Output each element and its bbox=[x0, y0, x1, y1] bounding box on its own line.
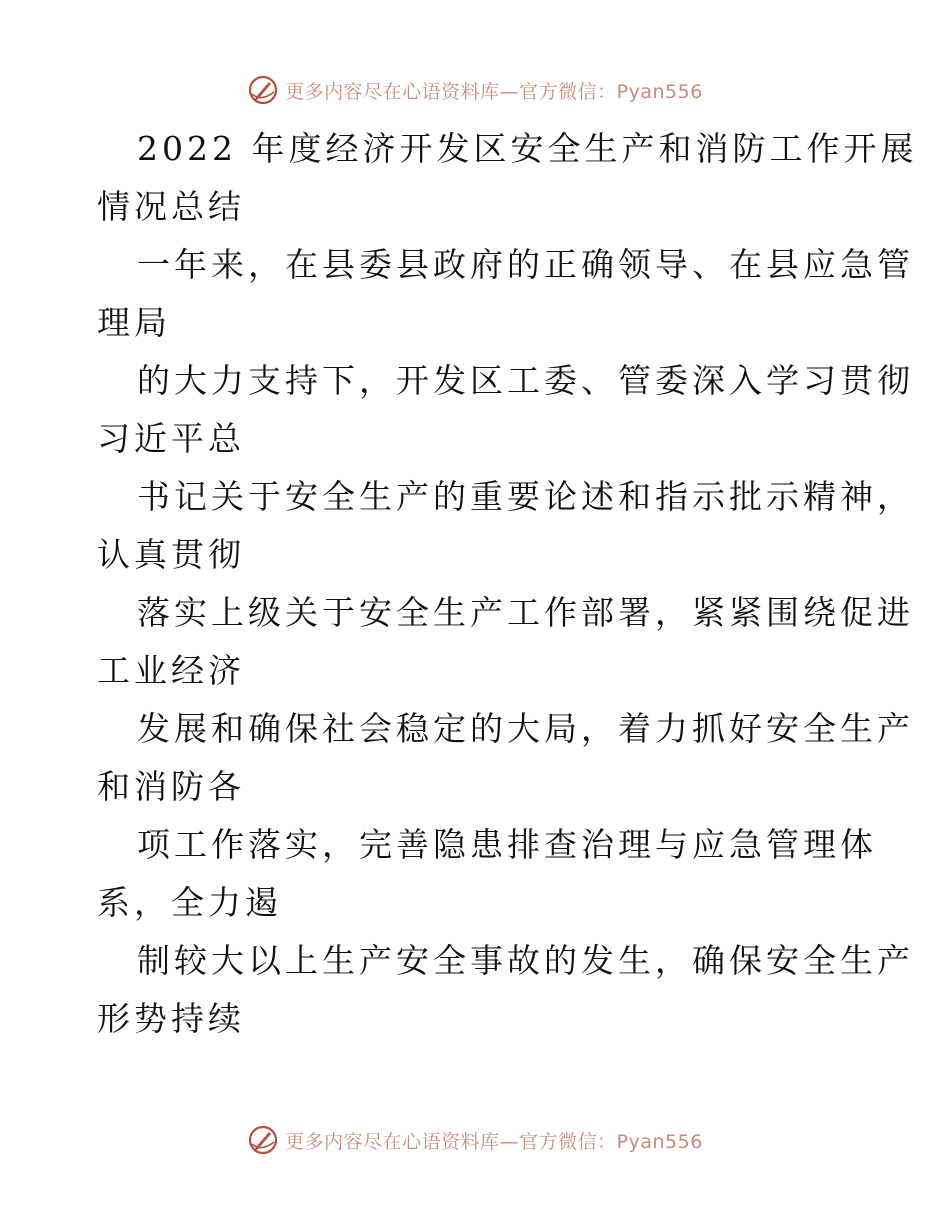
paragraph-line: 形势持续 bbox=[97, 999, 245, 1038]
watermark-text: 更多内容尽在心语资料库—官方微信：Pyan556 bbox=[285, 1130, 703, 1153]
paragraph-line: 书记关于安全生产的重要论述和指示批示精神， bbox=[137, 477, 914, 516]
paragraph-line: 系，全力遏 bbox=[97, 883, 282, 922]
paragraph-line: 工业经济 bbox=[97, 651, 245, 690]
paragraph-line: 一年来，在县委县政府的正确领导、在县应急管 bbox=[137, 245, 914, 284]
paragraph-line: 落实上级关于安全生产工作部署，紧紧围绕促进 bbox=[137, 593, 914, 632]
paragraph-line: 理局 bbox=[97, 303, 171, 342]
paragraph-line: 的大力支持下，开发区工委、管委深入学习贯彻 bbox=[137, 361, 914, 400]
footer-watermark bbox=[0, 1120, 950, 1160]
document-body bbox=[97, 120, 918, 1048]
quill-pen-logo-icon bbox=[247, 1124, 279, 1156]
paragraph-line: 和消防各 bbox=[97, 767, 245, 806]
paragraph-line: 认真贯彻 bbox=[97, 535, 245, 574]
watermark-text: 更多内容尽在心语资料库—官方微信：Pyan556 bbox=[285, 80, 703, 103]
header-watermark bbox=[0, 70, 950, 110]
document-title-line-2: 情况总结 bbox=[97, 187, 245, 226]
paragraph-line: 项工作落实，完善隐患排查治理与应急管理体 bbox=[137, 825, 877, 864]
quill-pen-logo-icon bbox=[247, 74, 279, 106]
paragraph-line: 习近平总 bbox=[97, 419, 245, 458]
paragraph-line: 制较大以上生产安全事故的发生，确保安全生产 bbox=[137, 941, 914, 980]
paragraph-line: 发展和确保社会稳定的大局，着力抓好安全生产 bbox=[137, 709, 914, 748]
document-title-line-1: 2022 年度经济开发区安全生产和消防工作开展 bbox=[137, 129, 918, 168]
